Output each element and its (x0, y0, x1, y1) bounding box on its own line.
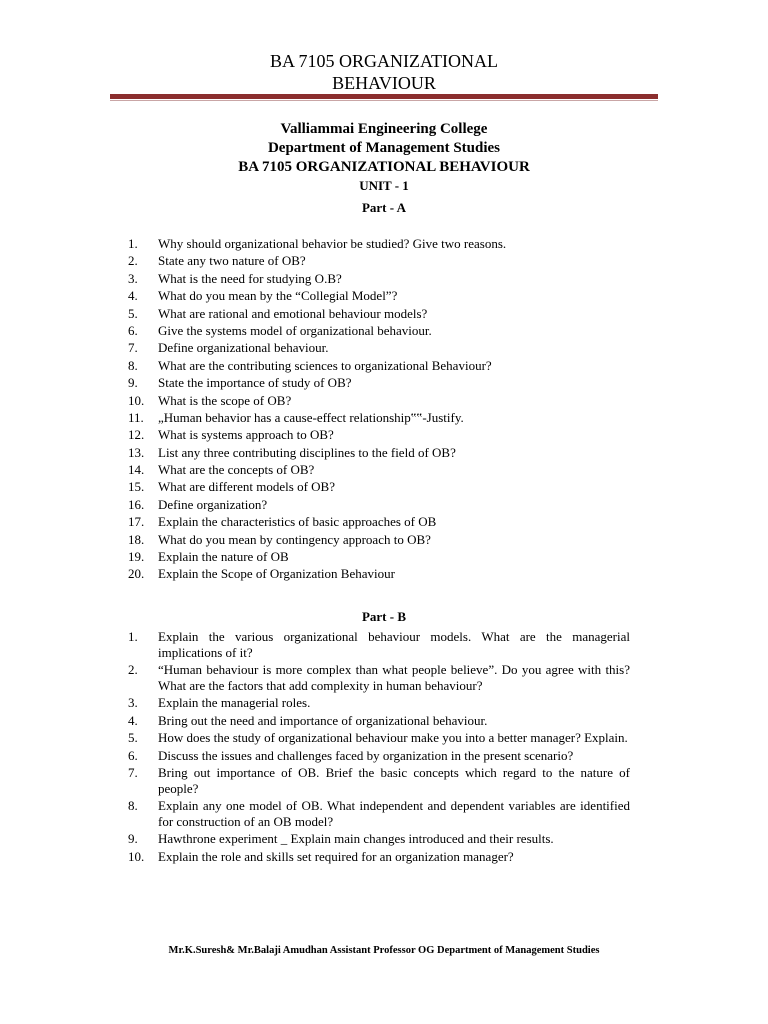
list-item (128, 357, 648, 374)
list-item (128, 426, 648, 443)
question-text: What are different models of OB? (158, 479, 335, 495)
page-footer: Mr.K.Suresh& Mr.Balaji Amudhan Assistant Professor OG Department of Management Studies (168, 945, 600, 956)
list-item (128, 478, 648, 495)
list-item (128, 270, 648, 287)
list-item (128, 339, 648, 356)
question-text: State the importance of study of OB? (158, 375, 352, 391)
part-b-title: Part - B (361, 609, 407, 624)
question-number: 8. (128, 798, 138, 813)
question-number: 6. (128, 322, 138, 338)
header-line-2: BEHAVIOUR (332, 73, 436, 93)
question-number: 9. (128, 831, 138, 846)
question-number: 8. (128, 357, 138, 373)
list-item (128, 765, 648, 796)
question-text: Bring out importance of OB. Brief the basic concepts which regard to the nature of people? (158, 765, 630, 796)
list-item (128, 565, 648, 582)
header-rule-thin (110, 100, 658, 101)
list-item (128, 695, 648, 711)
list-item (128, 305, 648, 322)
list-item (128, 748, 648, 764)
list-item (128, 235, 648, 252)
question-text: What is the need for studying O.B? (158, 270, 342, 286)
question-number: 1. (128, 236, 138, 251)
question-number: 7. (128, 765, 138, 780)
list-item (128, 548, 648, 565)
document-heading (0, 120, 768, 195)
question-text: What do you mean by contingency approach to OB? (158, 531, 431, 547)
part-b-question-list (128, 629, 648, 866)
list-item (128, 831, 648, 847)
college-name: Valliammai Engineering College (280, 121, 488, 137)
question-number: 7. (128, 340, 138, 356)
question-number: 10. (128, 848, 145, 864)
question-text: What do you mean by the “Collegial Model”? (158, 288, 398, 304)
question-number: 14. (128, 462, 145, 478)
part-a-question-list (128, 235, 648, 583)
list-item (128, 662, 648, 693)
question-number: 17. (128, 514, 145, 530)
unit-label: UNIT - 1 (359, 178, 409, 193)
question-text: What are the concepts of OB? (158, 462, 315, 478)
question-number: 4. (128, 288, 138, 304)
part-a-title: Part - A (361, 200, 407, 215)
question-text: Hawthrone experiment _ Explain main changes introduced and their results. (158, 831, 554, 846)
list-item (128, 322, 648, 339)
question-text: Bring out the need and importance of organizational behaviour. (158, 712, 488, 728)
list-item (128, 287, 648, 304)
question-number: 5. (128, 730, 138, 745)
question-text: Explain the characteristics of basic approaches of OB (158, 514, 437, 530)
question-text: Explain the Scope of Organization Behaviour (158, 566, 395, 582)
question-number: 11. (128, 409, 144, 425)
list-item (128, 374, 648, 391)
list-item (128, 444, 648, 461)
question-number: 3. (128, 695, 138, 710)
question-number: 9. (128, 375, 138, 391)
page-header (0, 50, 768, 94)
question-number: 1. (128, 629, 138, 644)
question-text: Why should organizational behavior be studied? Give two reasons. (158, 236, 507, 251)
header-line-1: BA 7105 ORGANIZATIONAL (270, 51, 498, 71)
question-number: 5. (128, 305, 138, 321)
question-number: 3. (128, 270, 138, 286)
list-item (128, 713, 648, 729)
question-text: Explain any one model of OB. What independent and dependent variables are identified for construction of an OB model? (158, 798, 630, 829)
list-item (128, 730, 648, 746)
question-text: How does the study of organizational behaviour make you into a better manager? Explain. (158, 730, 628, 745)
question-text: „Human behavior has a cause-effect relationship‟‟-Justify. (158, 409, 464, 425)
header-rule (110, 94, 658, 99)
question-number: 19. (128, 549, 145, 565)
question-text: State any two nature of OB? (158, 253, 306, 269)
question-number: 15. (128, 479, 145, 495)
question-text: Explain the various organizational behaviour models. What are the managerial implications of it? (158, 629, 630, 660)
question-number: 10. (128, 392, 145, 408)
question-number: 6. (128, 747, 138, 763)
list-item (128, 252, 648, 269)
question-number: 12. (128, 427, 145, 443)
question-number: 4. (128, 712, 138, 728)
question-number: 2. (128, 662, 138, 677)
question-number: 20. (128, 566, 145, 582)
list-item (128, 849, 648, 865)
question-text: “Human behaviour is more complex than what people believe”. Do you agree with this? What are the factors that add complexity in human behaviour? (158, 662, 630, 693)
question-text: List any three contributing disciplines to the field of OB? (158, 444, 456, 460)
list-item (128, 798, 648, 829)
list-item (128, 409, 648, 426)
question-number: 16. (128, 496, 145, 512)
course-title: BA 7105 ORGANIZATIONAL BEHAVIOUR (238, 159, 530, 175)
question-text: Define organizational behaviour. (158, 340, 329, 356)
question-text: What are the contributing sciences to organizational Behaviour? (158, 357, 492, 373)
department-name: Department of Management Studies (267, 140, 501, 156)
question-number: 13. (128, 444, 145, 460)
question-text: What is the scope of OB? (158, 392, 292, 408)
question-text: What are rational and emotional behaviour models? (158, 305, 428, 321)
list-item (128, 461, 648, 478)
question-text: Explain the managerial roles. (158, 695, 311, 710)
question-text: Explain the nature of OB (158, 549, 289, 565)
question-text: Define organization? (158, 496, 268, 512)
list-item (128, 531, 648, 548)
question-text: What is systems approach to OB? (158, 427, 334, 443)
list-item (128, 513, 648, 530)
question-text: Explain the role and skills set required for an organization manager? (158, 848, 514, 864)
question-text: Discuss the issues and challenges faced by organization in the present scenario? (158, 747, 574, 763)
list-item (128, 392, 648, 409)
question-number: 2. (128, 253, 138, 269)
question-number: 18. (128, 531, 145, 547)
list-item (128, 496, 648, 513)
question-text: Give the systems model of organizational behaviour. (158, 322, 432, 338)
list-item (128, 629, 648, 660)
